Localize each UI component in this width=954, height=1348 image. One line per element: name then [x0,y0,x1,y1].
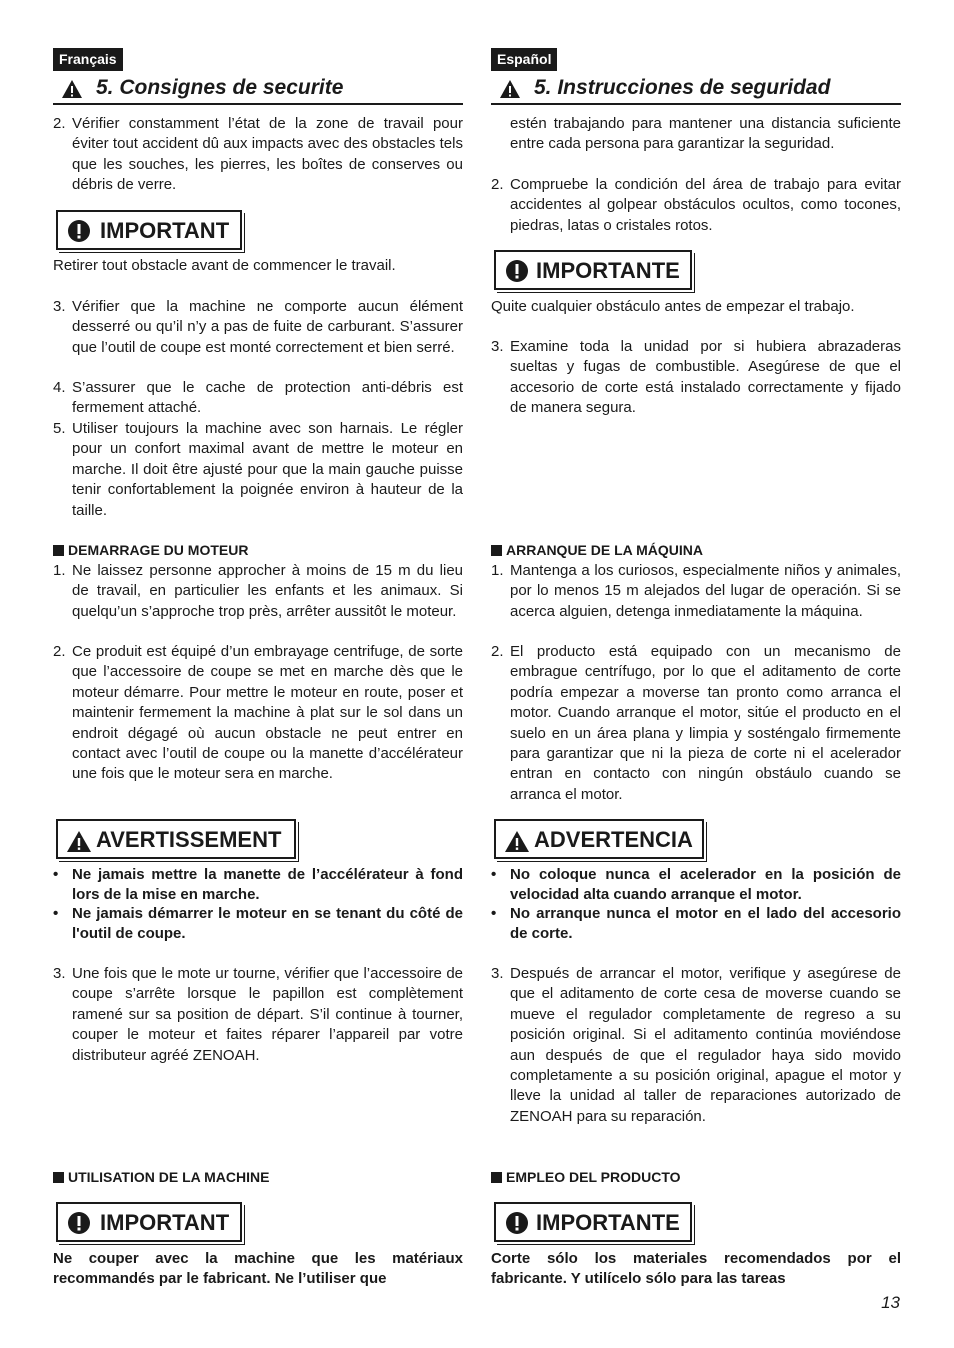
square-bullet-icon [53,1172,64,1183]
list-item: 4. S’assurer que le cache de protection anti-débris est fermement attaché. [53,379,463,417]
section-title-text: 5. Instrucciones de seguridad [534,76,831,99]
important-box [56,210,242,250]
subsection-heading: UTILISATION DE LA MACHINE [53,1168,269,1186]
exclamation-icon [68,220,90,242]
warning-box [56,819,296,859]
warning-box [494,819,704,859]
square-bullet-icon [491,545,502,556]
list-item: 2. Compruebe la condición del área de trabajo para evitar accidentes al golpear obstáculos ocultos, como tocones, piedras, latas o cristales rotos. [491,176,901,234]
warning-triangle-icon [66,830,92,853]
warning-triangle-icon [61,79,83,99]
section-title [53,75,463,105]
subsection-heading: EMPLEO DEL PRODUCTO [491,1168,681,1186]
list-item: 5. Utiliser toujours la machine avec son harnais. Le régler pour un confort maximal avant de mettre le moteur en marche. Il doit être ajusté pour que la main gauche puisse tenir confortablement la poignée environ à hauteur de la taille. [53,420,463,519]
page-number: 13 [881,1293,900,1312]
warning-triangle-icon [499,79,521,99]
important-box [494,250,692,290]
list-item: 2. Ce produit est équipé d’un embrayage centrifuge, de sorte que l’accessoire de coupe se met en marche dès que le moteur démarre. Pour mettre le moteur en route, poser et maintenir fermement la machine à plat sur le sol dans un endroit dégagé où aucun obstacle ne peut entrer en contact avec l’outil de coupe ou la manette d’accélérateur une fois que le moteur sera en marche. [53,643,463,783]
warning-label: ADVERTENCIA [534,827,693,852]
warning-label: AVERTISSEMENT [96,827,282,852]
continued-text: estén trabajando para mantener una distancia suficiente entre cada persona para garantizar la seguridad. [510,115,901,153]
subsection-heading: ARRANQUE DE LA MÁQUINA [491,541,703,559]
important-text: Ne couper avec la machine que les matériaux recommandés par le fabricant. Ne l’utiliser que [53,1250,463,1288]
important-text: Retirer tout obstacle avant de commencer le travail. [53,257,396,274]
important-label: IMPORTANTE [536,1210,680,1235]
subsection-heading: DEMARRAGE DU MOTEUR [53,541,248,559]
square-bullet-icon [53,545,64,556]
list-item: 2. El producto está equipado con un mecanismo de embrague centrífugo, por lo que el aditamento de corte podría empezar a moverse tan pronto como arranca el motor. Cuando arranque el motor, sitúe el producto en el suelo en un área plana y limpia y sosténgalo firmemente para garantizar que ni la pieza de corte ni el acelerador entran en contacto con ningún obstáulo cuando se arranca el motor. [491,643,901,803]
language-tag: Français [53,48,123,71]
list-item: 3. Después de arrancar el motor, verifique y asegúrese de que el aditamento de corte cesa de moverse cuando se mueve el regulador completamente de regreso a su posición original. Si el aditamento continúa moviéndose aun después de que el regulador haya sido movido completamente a su posición original, apague el motor y lleve la unidad al taller de reparaciones autorizado de ZENOAH para su reparación. [491,965,901,1125]
list-item: 1. Ne laissez personne approcher à moins de 15 m du lieu de travail, en particulier les enfants et les animaux. Si quelqu’un s’approche trop près, arrêter aussitôt le moteur. [53,562,463,620]
list-item: 1. Mantenga a los curiosos, especialmente niños y animales, por lo menos 15 m alejados del lugar de operación. Si se acerca alguien, detenga inmediatamente la máquina. [491,562,901,620]
list-item: 3. Examine toda la unidad por si hubiera abrazaderas sueltas y fugas de combustible. Asegúrese de que el accesorio de corte está instalado correctamente y fijado de manera segura. [491,338,901,417]
list-item: 2. Vérifier constamment l’état de la zone de travail pour éviter tout accident dû aux impacts avec des obstacles tels que les souches, les pierres, les boîtes de conserves ou débris de verre. [53,115,463,194]
important-label: IMPORTANT [100,218,230,243]
warning-bullet: • Ne jamais mettre la manette de l’accélérateur à fond lors de la mise en marche. [53,866,463,904]
important-label: IMPORTANT [100,1210,230,1235]
warning-bullet: • Ne jamais démarrer le moteur en se tenant du côté de l'outil de coupe. [53,905,463,943]
exclamation-icon [68,1212,90,1234]
list-item: 3. Une fois que le mote ur tourne, vérifier que l’accessoire de coupe s’arrête lorsque le papillon est complètement ramené sur sa position de départ. S’il continue à tourner, couper le moteur et faites réparer l’appareil par votre distributeur agréé ZENOAH. [53,965,463,1064]
list-item: 3. Vérifier que la machine ne comporte aucun élément desserré ou qu’il n’y a pas de fuite de carburant. S’assurer que l’outil de coupe est monté correctement et bien serré. [53,298,463,356]
important-text: Quite cualquier obstáculo antes de empezar el trabajo. [491,298,855,315]
important-box [56,1202,242,1242]
warning-triangle-icon [504,830,530,853]
section-title [491,75,901,105]
section-title-text: 5. Consignes de securite [96,76,344,99]
exclamation-icon [506,260,528,282]
important-box [494,1202,692,1242]
important-text: Corte sólo los materiales recomendados por el fabricante. Y utilícelo sólo para las tareas [491,1250,901,1288]
warning-bullet: • No arranque nunca el motor en el lado del accesorio de corte. [491,905,901,943]
language-tag: Español [491,48,557,71]
important-label: IMPORTANTE [536,258,680,283]
exclamation-icon [506,1212,528,1234]
warning-bullet: • No coloque nunca el acelerador en la posición de velocidad alta cuando arranque el motor. [491,866,901,904]
square-bullet-icon [491,1172,502,1183]
